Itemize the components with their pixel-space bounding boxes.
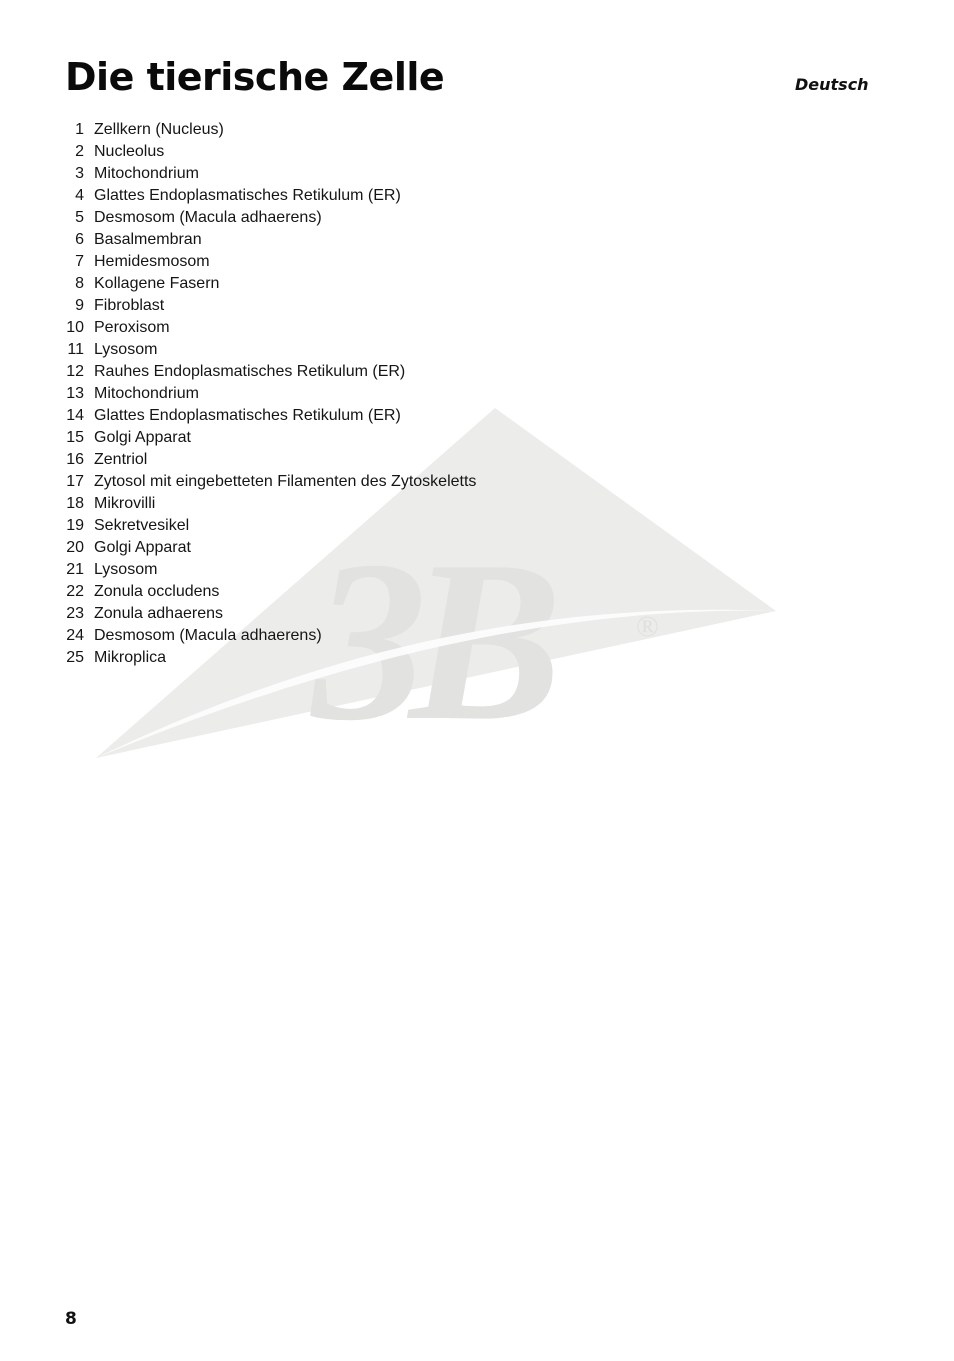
list-item-label: Golgi Apparat xyxy=(94,429,191,446)
list-item-label: Mitochondrium xyxy=(94,385,199,402)
list-item-number: 11 xyxy=(67,341,84,358)
list-item xyxy=(60,449,476,471)
list-item-number: 9 xyxy=(75,297,84,314)
list-item xyxy=(60,647,476,669)
list-item-number: 7 xyxy=(75,253,84,270)
list-item-label: Mitochondrium xyxy=(94,165,199,182)
list-item-label: Desmosom (Macula adhaerens) xyxy=(94,627,322,644)
list-item xyxy=(60,339,476,361)
list-item-number: 20 xyxy=(66,539,84,556)
list-item-label: Zellkern (Nucleus) xyxy=(94,121,224,138)
list-item xyxy=(60,251,476,273)
list-item xyxy=(60,493,476,515)
list-item-label: Fibroblast xyxy=(94,297,165,314)
list-item-number: 16 xyxy=(66,451,84,468)
list-item-number: 25 xyxy=(66,649,84,666)
list-item-number: 21 xyxy=(66,561,84,578)
list-item-number: 23 xyxy=(66,605,84,622)
list-item xyxy=(60,625,476,647)
page-title: Die tierische Zelle xyxy=(65,55,445,99)
list-item xyxy=(60,185,476,207)
watermark-registered-mark: ® xyxy=(636,610,659,643)
list-item xyxy=(60,317,476,339)
list-item-label: Nucleolus xyxy=(94,143,165,160)
list-item-number: 5 xyxy=(75,209,84,226)
list-item-label: Peroxisom xyxy=(94,319,170,336)
list-item xyxy=(60,273,476,295)
list-item-number: 15 xyxy=(66,429,84,446)
watermark-logo-text: 3B xyxy=(312,513,545,768)
list-item-label: Kollagene Fasern xyxy=(94,275,220,292)
list-item-number: 22 xyxy=(66,583,84,600)
list-item xyxy=(60,405,476,427)
list-item-label: Zytosol mit eingebetteten Filamenten des Zytoskeletts xyxy=(94,473,477,490)
list-item-number: 17 xyxy=(66,473,84,490)
list-item-label: Zonula adhaerens xyxy=(94,605,223,622)
list-item-label: Mikroplica xyxy=(94,649,167,666)
list-item-number: 12 xyxy=(66,363,84,380)
language-label: Deutsch xyxy=(795,75,869,94)
list-item-label: Hemidesmosom xyxy=(94,253,210,270)
list-item xyxy=(60,559,476,581)
list-item xyxy=(60,295,476,317)
parts-legend-list xyxy=(60,119,476,669)
list-item xyxy=(60,581,476,603)
list-item xyxy=(60,207,476,229)
list-item-label: Basalmembran xyxy=(94,231,202,248)
list-item-number: 10 xyxy=(66,319,84,336)
list-item-label: Lysosom xyxy=(94,341,158,358)
list-item-label: Lysosom xyxy=(94,561,158,578)
list-item-number: 4 xyxy=(75,187,84,204)
list-item xyxy=(60,603,476,625)
list-item-label: Sekretvesikel xyxy=(94,517,190,534)
list-item-label: Desmosom (Macula adhaerens) xyxy=(94,209,322,226)
list-item xyxy=(60,141,476,163)
list-item xyxy=(60,163,476,185)
list-item-label: Golgi Apparat xyxy=(94,539,191,556)
list-item-label: Zentriol xyxy=(94,451,148,468)
list-item-label: Mikrovilli xyxy=(94,495,156,512)
list-item-number: 8 xyxy=(75,275,84,292)
list-item-number: 14 xyxy=(66,407,84,424)
list-item xyxy=(60,383,476,405)
list-item-number: 3 xyxy=(75,165,84,182)
list-item xyxy=(60,427,476,449)
list-item-number: 2 xyxy=(75,143,84,160)
page-number: 8 xyxy=(65,1309,77,1329)
list-item-label: Glattes Endoplasmatisches Retikulum (ER) xyxy=(94,187,401,204)
list-item-number: 18 xyxy=(66,495,84,512)
list-item xyxy=(60,361,476,383)
list-item xyxy=(60,515,476,537)
list-item-label: Glattes Endoplasmatisches Retikulum (ER) xyxy=(94,407,401,424)
list-item-label: Zonula occludens xyxy=(94,583,220,600)
list-item-number: 24 xyxy=(66,627,84,644)
list-item xyxy=(60,229,476,251)
list-item xyxy=(60,537,476,559)
list-item xyxy=(60,471,476,493)
list-item-number: 6 xyxy=(75,231,84,248)
list-item xyxy=(60,119,476,141)
list-item-number: 13 xyxy=(66,385,84,402)
list-item-number: 19 xyxy=(66,517,84,534)
list-item-label: Rauhes Endoplasmatisches Retikulum (ER) xyxy=(94,363,406,380)
list-item-number: 1 xyxy=(75,121,84,138)
